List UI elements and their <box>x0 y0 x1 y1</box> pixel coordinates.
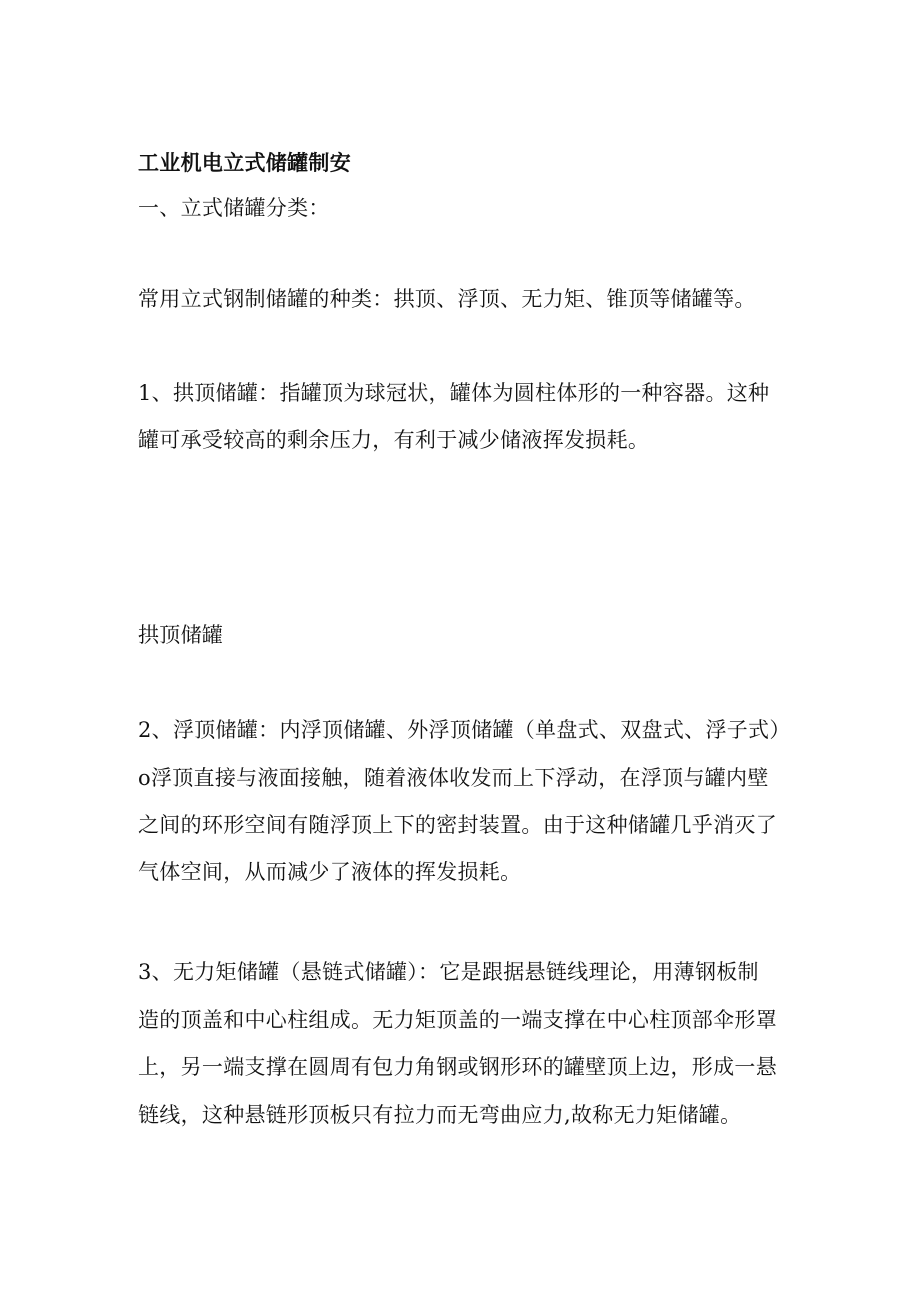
item-3-line: 上，另一端支撑在圆周有包力角钢或钢形环的罐壁顶上边，形成一悬 <box>138 1055 777 1079</box>
item-2-line: o浮顶直接与液面接触，随着液体收发而上下浮动，在浮顶与罐内壁 <box>138 766 769 790</box>
figure-caption: 拱顶储罐 <box>138 623 224 647</box>
item-3-line: 链线，这种悬链形顶板只有拉力而无弯曲应力,故称无力矩储罐。 <box>138 1103 742 1127</box>
section-heading: 一、立式储罐分类： <box>138 196 330 220</box>
item-2-line: 气体空间，从而减少了液体的挥发损耗。 <box>138 860 522 884</box>
item-2-line: 2、浮顶储罐：内浮顶储罐、外浮顶储罐（单盘式、双盘式、浮子式） <box>138 718 791 742</box>
item-3-line: 3、无力矩储罐（悬链式储罐）：它是跟据悬链线理论，用薄钢板制 <box>138 960 759 984</box>
item-2-line: 之间的环形空间有随浮顶上下的密封装置。由于这种储罐几乎消灭了 <box>138 813 777 837</box>
item-1-line: 罐可承受较高的剩余压力，有利于减少储液挥发损耗。 <box>138 428 650 452</box>
document-title: 工业机电立式储罐制安 <box>138 151 351 175</box>
item-1-line: 1、拱顶储罐：指罐顶为球冠状，罐体为圆柱体形的一种容器。这种 <box>138 381 770 405</box>
intro-paragraph: 常用立式钢制储罐的种类：拱顶、浮顶、无力矩、锥顶等储罐等。 <box>138 287 756 311</box>
item-3-line: 造的顶盖和中心柱组成。无力矩顶盖的一端支撑在中心柱顶部伞形罩 <box>138 1008 777 1032</box>
